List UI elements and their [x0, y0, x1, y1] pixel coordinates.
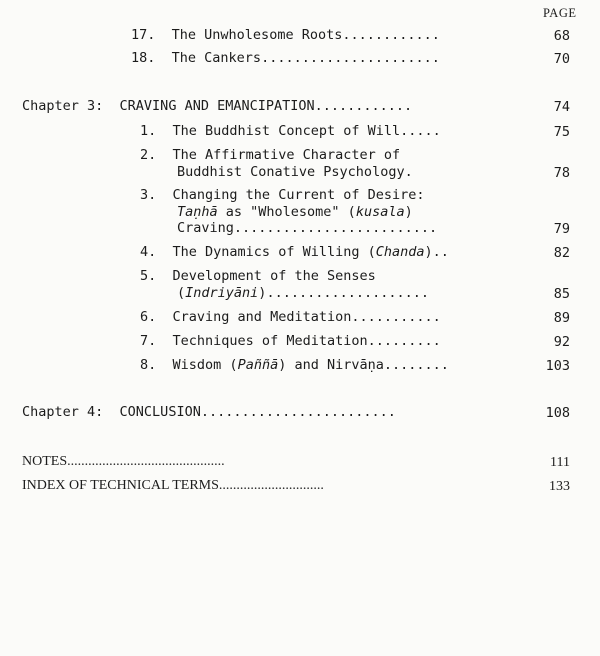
leader-dots: ..............................	[218, 478, 324, 493]
leader-dots: ..	[432, 244, 449, 260]
entry-title: NOTES	[22, 454, 68, 469]
entry-page-number: 111	[550, 455, 570, 470]
chapter-entry	[22, 98, 412, 114]
entry-title: Changing the Current of Desire:	[172, 187, 425, 203]
leader-dots: ......................	[261, 50, 440, 66]
toc-entry	[131, 50, 440, 66]
leader-dots: .........	[367, 333, 441, 349]
toc-entry	[140, 309, 441, 325]
toc-entry	[140, 333, 441, 349]
entry-title: The Cankers	[171, 50, 262, 66]
entry-title: INDEX OF TECHNICAL TERMS	[22, 478, 219, 493]
entry-title-continued: (Indriyāni)....................	[177, 285, 429, 301]
toc-entry	[140, 268, 376, 284]
entry-page-number: 68	[553, 28, 570, 44]
toc-entry	[131, 27, 440, 43]
chapter-entry	[22, 404, 396, 420]
entry-number: 3.	[140, 187, 157, 203]
entry-number: 6.	[140, 309, 157, 325]
chapter-label: Chapter 3:	[22, 98, 104, 114]
leader-dots: ....................	[266, 285, 429, 301]
entry-number: 5.	[140, 268, 157, 284]
entry-page-number: 75	[553, 124, 570, 140]
entry-page-number: 82	[553, 245, 570, 261]
entry-number: 4.	[140, 244, 157, 260]
leader-dots: .........................	[233, 220, 438, 236]
entry-number: 1.	[140, 123, 157, 139]
entry-number: 2.	[140, 147, 157, 163]
toc-entry	[140, 123, 441, 139]
entry-title: The Dynamics of Willing (Chanda)	[172, 244, 433, 260]
entry-title: Craving and Meditation	[172, 309, 352, 325]
entry-title: The Buddhist Concept of Will	[172, 123, 401, 139]
toc-entry	[140, 187, 425, 203]
entry-title: The Affirmative Character of	[172, 147, 401, 163]
entry-title: Development of the Senses	[172, 268, 376, 284]
entry-number: 17.	[131, 27, 156, 43]
entry-number: 7.	[140, 333, 157, 349]
entry-page-number: 92	[553, 334, 570, 350]
entry-page-number: 79	[553, 221, 570, 237]
back-matter-entry	[22, 478, 324, 494]
leader-dots: .....	[400, 123, 441, 139]
entry-number: 8.	[140, 357, 157, 373]
leader-dots: ...........	[351, 309, 441, 325]
back-matter-entry	[22, 454, 225, 470]
entry-page-number: 78	[553, 165, 570, 181]
entry-page-number: 108	[545, 405, 570, 421]
leader-dots: ........	[383, 357, 449, 373]
entry-number: 18.	[131, 50, 156, 66]
page-column-header: PAGE	[543, 6, 577, 20]
chapter-title: CRAVING AND EMANCIPATION	[119, 98, 315, 114]
entry-title: Wisdom (Paññā) and Nirvāṇa	[172, 357, 384, 373]
entry-page-number: 85	[553, 286, 570, 302]
entry-title-continued: Craving.........................	[177, 220, 438, 236]
leader-dots: .............................................	[67, 454, 225, 469]
entry-page-number: 70	[553, 51, 570, 67]
toc-entry	[140, 357, 449, 373]
leader-dots: ........................	[200, 404, 396, 420]
entry-page-number: 133	[549, 479, 570, 494]
entry-page-number: 103	[545, 358, 570, 374]
leader-dots: ............	[342, 27, 440, 43]
leader-dots: .	[404, 164, 413, 180]
entry-page-number: 89	[553, 310, 570, 326]
entry-title: The Unwholesome Roots	[171, 27, 343, 43]
toc-entry	[140, 244, 449, 260]
leader-dots: ............	[314, 98, 413, 114]
entry-title-continued: Taṇhā as "Wholesome" (kusala)	[177, 204, 413, 220]
entry-title: Techniques of Meditation	[172, 333, 368, 349]
entry-page-number: 74	[553, 99, 570, 115]
entry-title-continued: Buddhist Conative Psychology.	[177, 164, 413, 180]
toc-entry	[140, 147, 400, 163]
chapter-title: CONCLUSION	[119, 404, 201, 420]
chapter-label: Chapter 4:	[22, 404, 104, 420]
